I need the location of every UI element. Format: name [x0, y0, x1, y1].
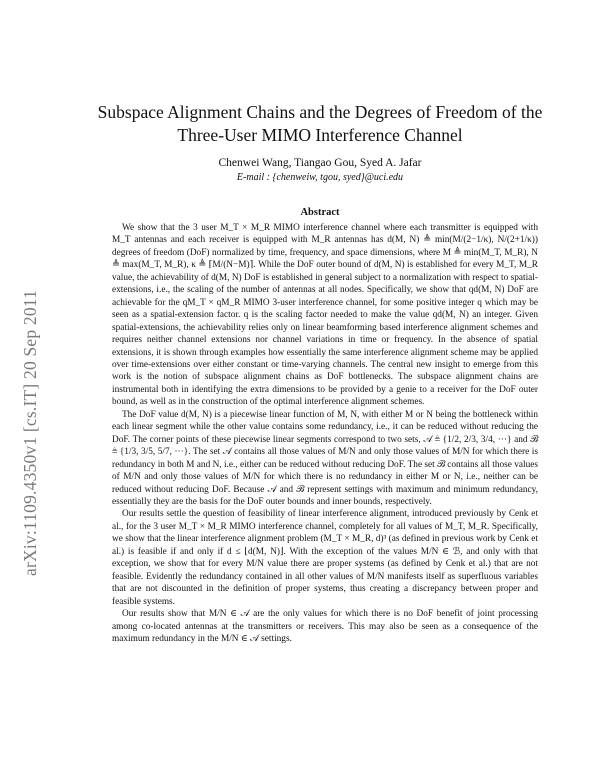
- abstract-heading: Abstract: [300, 207, 340, 218]
- paper-title: [60, 101, 580, 147]
- title-line-1: Subspace Alignment Chains and the Degrees of Freedom of the: [97, 102, 543, 122]
- author-email: E-mail : {chenweiw, tgou, syed}@uci.edu: [236, 172, 404, 183]
- author-list: Chenwei Wang, Tiangao Gou, Syed A. Jafar: [218, 157, 422, 169]
- abstract-paragraph-3: Our results settle the question of feasibility of linear interference alignment, introduced previously by Cenk et al., for the 3 user M_T × M_R MIMO interference channel, completely for all values of M_T, M_R. Specifically, we show that the linear interference alignment problem (M_T × M_R, d)³ (as defined in previous work by Cenk et al.) is feasible if and only if d ≤ ⌊d(M, N)⌋. With the exception of the values M/N ∈ ℬ, and only with that exception, we show that for every M/N value there are proper systems (as defined by Cenk et al.) that are not feasible. Evidently the redundancy contained in all other values of M/N manifests itself as superfluous variables that are not discounted in the definition of proper systems, thus creating a discrepancy between proper and feasible systems.: [112, 509, 538, 607]
- arxiv-identifier: arXiv:1109.4350v1 [cs.IT] 20 Sep 2011: [20, 289, 40, 576]
- abstract-body: [112, 222, 538, 645]
- abstract-paragraph-2: The DoF value d(M, N) is a piecewise linear function of M, N, with either M or N being the bottleneck within each linear segment while the other value contains some redundancy, i.e., it can be reduced without reducing the DoF. The corner points of these piecewise linear segments correspond to two sets, 𝒜 ≜ {1/2, 2/3, 3/4, ···} and ℬ ≜ {1/3, 3/5, 5/7, ···}. The set 𝒜 contains all those values of M/N and only those values of M/N for which there is redundancy in both M and N, i.e., either can be reduced without reducing DoF. The set ℬ contains all those values of M/N and only those values of M/N for which there is no redundancy in either M or N, i.e., neither can be reduced without reducing DoF. Because 𝒜 and ℬ represent settings with maximum and minimum redundancy, essentially they are the basis for the DoF outer bounds and inner bounds, respectively.: [112, 409, 538, 507]
- title-line-2: Three-User MIMO Interference Channel: [177, 125, 463, 145]
- abstract-paragraph-4: Our results show that M/N ∈ 𝒜 are the only values for which there is no DoF benefit of joint processing among co-located antennas at the transmitters or receivers. This may also be seen as a consequence of the maximum redundancy in the M/N ∈ 𝒜 settings.: [112, 609, 538, 644]
- abstract-paragraph-1: We show that the 3 user M_T × M_R MIMO interference channel where each transmitter is equipped with M_T antennas and each receiver is equipped with M_R antennas has d(M, N) ≜ min(M/(2−1/κ), N/(2+1/κ)) degrees of freedom (DoF) normalized by time, frequency, and space dimensions, where M ≜ min(M_T, M_R), N ≜ max(M_T, M_R), κ ≜ ⌈M/(N−M)⌉. While the DoF outer bound of d(M, N) is established for every M_T, M_R value, the achievability of d(M, N) DoF is established in general subject to a normalization with respect to spatial-extensions, i.e., the scaling of the number of antennas at all nodes. Specifically, we show that qd(M, N) DoF are achievable for the qM_T × qM_R MIMO 3-user interference channel, for some positive integer q which may be seen as a spatial-extension factor. q is the scaling factor needed to make the value qd(M, N) an integer. Given spatial-extensions, the achievability relies only on linear beamforming based interference alignment schemes and requires neither channel extensions nor channel variations in time or frequency. In the absence of spatial extensions, it is shown through examples how essentially the same interference alignment scheme may be applied over time-extensions over either constant or time-varying channels. The central new insight to emerge from this work is the notion of subspace alignment chains as DoF bottlenecks. The subspace alignment chains are instrumental both in identifying the extra dimensions to be provided by a genie to a receiver for the DoF outer bound, as well as in the construction of the optimal interference alignment schemes.: [112, 223, 538, 408]
